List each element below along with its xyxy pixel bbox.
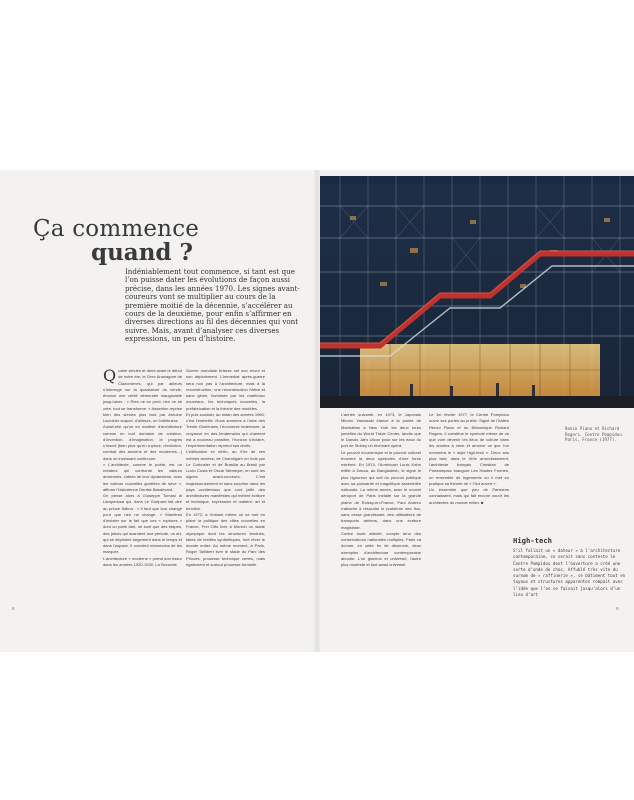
paragraph: Et puis soudain, au mitan des années 1960, c’est l’embellie. Nous sommes à l’orée des Trente Glorieuses, l’économie redémarre, la croyance en des lendemains qui chantent est à nouveau possible, l’horizon s’éclaire, l’expérimentation reprend ses droits. (186, 411, 265, 448)
drop-cap: Q (103, 366, 117, 385)
paragraph: Le 1er février 1977, le Centre Pompidou ouvre ses portes au public. Signé de l’Italien Renzo Piano et du Britannique Richard Rogers, il constitue le symbole même de ce que vont devenir les lieux de culture dans les années à venir et amorce ce que l’on nommera le « style high-tech ». Deux ans plus tard, dans le XIIIe arrondissement, l’architecte français Christian de Portzamparc inaugure Les Hautes Formes, un ensemble de logements où il met en pratique sa théorie de « l’îlot ouvert ». (429, 412, 509, 486)
chapter-title-line1: Ça commence (33, 216, 200, 242)
text-column-2 (186, 368, 265, 568)
paragraph-text: uatre siècles et demi avant le début de notre ère, le Grec Anaxagore de Clazomènes, qui par ailleurs s’interroge sur la quadrature du cercle, énonce une vérité demeurée inaugurable jusqu’alors : « Rien ne se perd, rien ne se crée, tout se transforme. » Assertion reprise bien des siècles plus tard par Antoine Lavoisier auquel, d’ailleurs, on l’attribuera. (103, 368, 182, 423)
paragraph: Le pouvoir économique et le pouvoir culturel trouvent là deux symboles d’une force extrême. En 1974, l’Américain Louis Kahn édifie à Dacca, au Bangladesh, le signe le plus rigoureux qui soit du pouvoir politique avec sa puissante et magnifique assemblée nationale. La même année, avec le nouvel aéroport de Paris installé sur la grande plaine de Roissy-en-France, Paul Andreu s’attache à résoudre le problème des flux, sans cesse grandissant, des utilisateurs de transports aériens, dans une écriture magistrale. (341, 449, 421, 530)
text-column-1 (103, 368, 182, 568)
intro-paragraph: Indéniablement tout commence, si tant est que l’on puisse dater les évolutions de façon aussi précise, dans les années 1970. Les signes avant-coureurs vont se multiplier au cours de la première moitié de la décennie, s’accélérer au cours de la deuxième, pour enfin s’affirmer en diverses directions au fil des décennies qui vont suivre. Mais, avant d’analyser ces diverses expressions, un peu d’histoire. (125, 267, 300, 344)
paragraph: Aurait-elle qu’on en matière d’architecture comme en tout domaine de création, d’invention, d’imagination, le progrès s’inscrit [bien plus qu’en rupture, révolution, combat des anciens et des modernes…] dans un incessant continuum. (103, 424, 182, 461)
page-number-left: 8 (12, 606, 15, 611)
paragraph: En 1972, à l’instant même où se met en place la politique des villes nouvelles en France, Frei Otto livre à Munich un stade olympique dont les structures tendues, faites de textiles synthétiques, font rêver le monde entier. Au même moment, à Paris, Roger Taillibert livre le stade du Parc des Princes, prouesse technique certes, mais également et surtout prouesse formelle. (186, 511, 265, 567)
sidebar-heading: High-tech (513, 536, 552, 545)
paragraph (103, 368, 182, 424)
paragraph: Contre toute attente, compte tenu des conservations nationales multiples, Paris va donner, en cette fin de décennie, deux exemples d’architecture contemporaine aboutie. L’un glorieux et universel, l’autre plus modeste et tout aussi universel. (341, 530, 421, 567)
paragraph: On pense alors à Giuseppe Tomasi di Lampedusa qui, dans Le Guépard fait dire au prince Salina : « Il faut que tout change pour que rien ne change. » Manières d’insister sur le fait que ces « ruptures » dont on parle tant, ne sont que des étapes, des jalons qui scandent une période, un art, qui se déploient largement dans le temps et dans l’espace. Il convient néanmoins de les marquer. (103, 493, 182, 555)
paragraph: « L’architecte, comme le poète, est un créateur qui confronte les valeurs anciennes, vidées de leur dynamisme, avec les valeurs nouvelles gonflées de sève », affirme l’historienne Denise Basdevant. (103, 461, 182, 492)
sidebar-text: S’il fallait un « dateur » à l’architecture contemporaine, ce serait sans conteste le Centre Pompidou dont l’ouverture a créé une sorte d’onde de choc. Affublé très vite du surnom de « raffinerie », ce bâtiment tout en tuyaux et structures apparentes rompait avec l’idée que l’on se faisait jusqu’alors d’un lieu d’art (513, 548, 626, 598)
text-column-4 (429, 412, 509, 506)
paragraph: Guerre mondiale brisera net son envol et son déploiement. L’immédiat après-guerre sera non pas à l’architecture, mais à la reconstruction, une reconstruction hâtive et sans génie, favorisée par les matériaux nouveaux, les techniques nouvelles, la préfabrication et la théorie des modèles. (186, 368, 265, 411)
paragraph: L’édification ex nihilo, au XXe de ces mêmes années, de Chandigarh en Inde par Le Corbusier et de Brasilia au Brésil par Lucio Costa et Oscar Niemeyer, en sont les signes avant-coureurs. C’est majestueusement et sans surprise dans les pays occidentaux que vont jaillir des architectures manifestes qui mêlent écriture et technique, expression et matière, art et fonction. (186, 449, 265, 511)
centre-pompidou-photo (320, 176, 634, 408)
chapter-title-line2: quand ? (91, 239, 193, 266)
page-number-right: 9 (616, 606, 619, 611)
text-column-3 (341, 412, 421, 568)
paragraph: L’année suivante, en 1973, le Japonais Minoru Yamasaki élance à la pointe de Manhattan à New York les deux tours jumelles du World Trade Center, tandis que le Danois Jørn Utzon pose sur les eaux du port de Sidney un étonnant opéra. (341, 412, 421, 449)
paragraph: L’architecture « moderne » prend son essor dans les années 1920-1930. La Seconde (103, 555, 182, 567)
photo-illustration (320, 176, 634, 408)
paragraph: Un ensemble que peu de Parisiens connaissent, mais qui fait encore courir les architectes du monde entier. ■ (429, 487, 509, 505)
photo-caption: Renzo Piano et Richard Rogers, Centre Pompidou Paris, France (1977). (565, 426, 622, 443)
chapter-title (33, 217, 199, 265)
